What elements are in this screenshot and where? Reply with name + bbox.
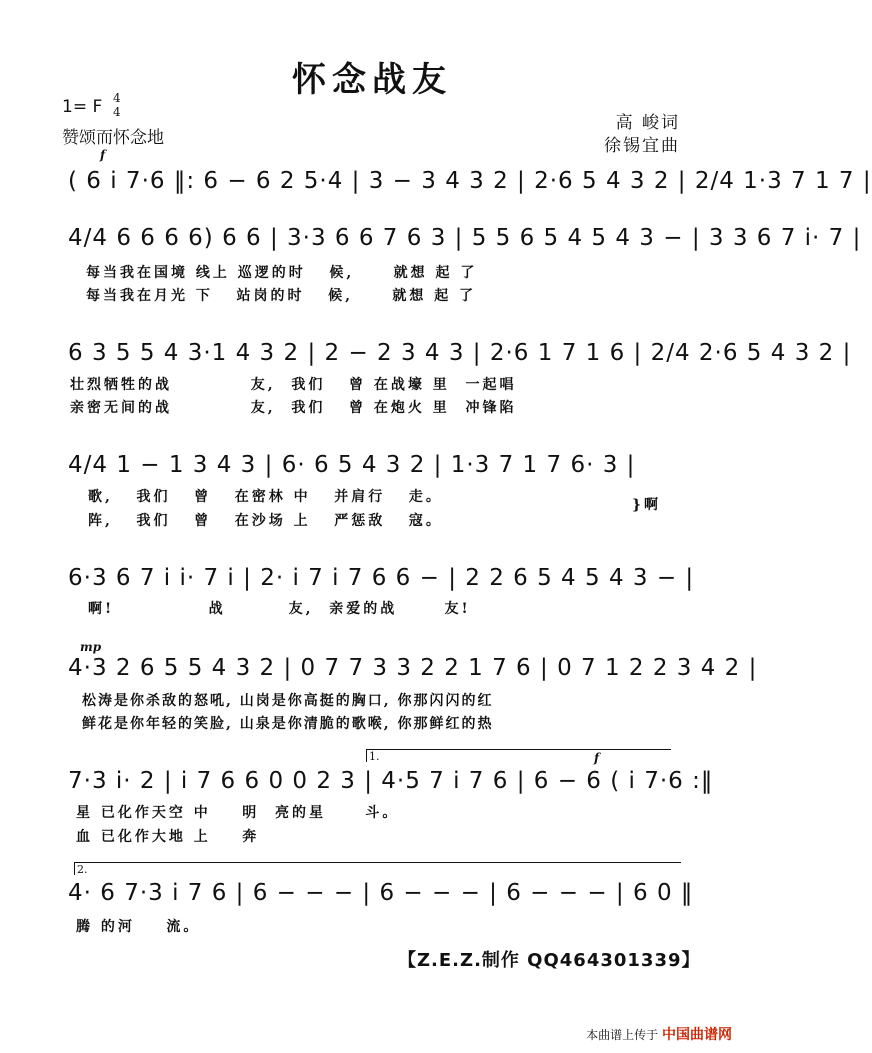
- upload-prefix: 本曲谱上传于: [586, 1028, 659, 1042]
- lyric-verse-2: 鲜花是你年轻的笑脸, 山泉是你清脆的歌喉, 你那鲜红的热: [82, 716, 494, 732]
- lyric-verse-2: 每当我在月光 下 站岗的时 候, 就想 起 了: [86, 288, 477, 304]
- notation-line: ( 6 i 7·6 ‖: 6 − 6 2 5·4 | 3 − 3 4 3 2 | 2·6 5 4 3 2 | 2/4 1·3 7 1 7 |: [68, 168, 872, 194]
- score-system-1: [68, 148, 872, 220]
- notation-line: 7·3 i· 2 | i 7 6 6 0 0 2 3 | 4·5 7 i 7 6 | 6 − 6 ( i 7·6 :‖: [68, 768, 714, 794]
- mood-marking: 赞颂而怀念地: [62, 128, 164, 148]
- notation-line: 4/4 6 6 6 6) 6 6 | 3·3 6 6 7 6 3 | 5 5 6 5 4 5 4 3 − | 3 3 6 7 i· 7 |: [68, 225, 862, 251]
- time-signature-top: 4: [113, 91, 121, 105]
- notation-line: 4/4 1 − 1 3 4 3 | 6· 6 5 4 3 2 | 1·3 7 1 7 6· 3 |: [68, 452, 636, 478]
- lyric-verse-1: 每当我在国境 线上 巡逻的时 候, 就想 起 了: [86, 265, 478, 281]
- lyric-verse-2: 阵, 我们 曾 在沙场 上 严惩敌 寇。: [88, 513, 443, 529]
- producer-tag: 【Z.E.Z.制作 QQ464301339】: [398, 950, 701, 971]
- lyric-verse-1: 啊! 战 友, 亲爱的战 友!: [88, 601, 471, 617]
- notation-line: 6·3 6 7 i i· 7 i | 2· i 7 i 7 6 6 − | 2 2 6 5 4 5 4 3 − |: [68, 565, 695, 591]
- score-system-8: [68, 880, 694, 920]
- lyric-aside: }啊: [632, 497, 662, 513]
- notation-line: 4·3 2 6 5 5 4 3 2 | 0 7 7 3 3 2 2 1 7 6 | 0 7 1 2 2 3 4 2 |: [68, 655, 758, 681]
- dynamic-forte: f: [100, 148, 106, 162]
- lyric-verse-1: 腾 的河 流。: [76, 919, 201, 935]
- page-title: 怀念战友: [292, 60, 452, 100]
- upload-credit: [586, 1024, 732, 1044]
- lyric-verse-1: 松涛是你杀敌的怒吼, 山岗是你高挺的胸口, 你那闪闪的红: [82, 693, 494, 709]
- notation-line: 4· 6 7·3 i 7 6 | 6 − − − | 6 − − − | 6 − − − | 6 0 ‖: [68, 880, 694, 906]
- lyric-verse-1: 壮烈牺牲的战 友, 我们 曾 在战壕 里 一起唱: [70, 377, 517, 393]
- lyric-verse-1: 星 已化作天空 中 明 亮的星 斗。: [76, 805, 400, 821]
- composer-credit: 徐锡宜曲: [604, 136, 680, 156]
- volta-second-ending: 2.: [74, 862, 681, 875]
- key-signature: 1= F: [62, 97, 103, 117]
- lyricist-credit: 高 峻词: [615, 113, 680, 133]
- dynamic-forte: f: [594, 751, 600, 765]
- notation-line: 6 3 5 5 4 3·1 4 3 2 | 2 − 2 3 4 3 | 2·6 1 7 1 6 | 2/4 2·6 5 4 3 2 |: [68, 340, 852, 366]
- time-signature-bottom: 4: [113, 105, 121, 119]
- lyric-verse-1: 歌, 我们 曾 在密林 中 并肩行 走。: [88, 489, 443, 505]
- dynamic-mp: mp: [80, 640, 102, 654]
- lyric-verse-2: 亲密无间的战 友, 我们 曾 在炮火 里 冲锋陷: [70, 400, 517, 416]
- lyric-verse-2: 血 已化作大地 上 奔: [76, 829, 260, 845]
- volta-first-ending: 1.: [366, 749, 671, 762]
- site-logo-text: 中国曲谱网: [662, 1027, 732, 1043]
- score-system-6: [68, 655, 758, 695]
